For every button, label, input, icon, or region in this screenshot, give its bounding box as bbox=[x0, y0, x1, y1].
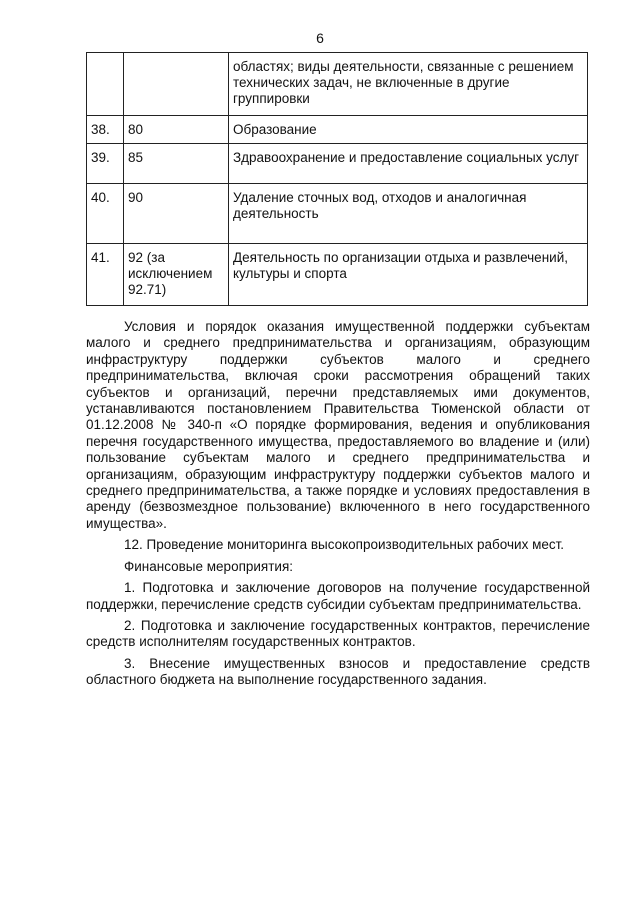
row-number-cell: 38. bbox=[87, 116, 124, 144]
financial-measure-3: 3. Внесение имущественных взносов и предоставление средств областного бюджета на выполнение государственного задания. bbox=[86, 655, 590, 688]
activity-name-cell: областях; виды деятельности, связанные с решением технических задач, не включенные в другие группировки bbox=[229, 53, 588, 116]
body-text bbox=[86, 319, 590, 689]
activity-code-cell bbox=[124, 53, 229, 116]
table-row bbox=[87, 184, 588, 244]
table-row bbox=[87, 53, 588, 116]
row-number-cell bbox=[87, 53, 124, 116]
activity-code-cell: 92 (за исключением 92.71) bbox=[124, 244, 229, 306]
property-support-paragraph: Условия и порядок оказания имущественной поддержки субъектам малого и среднего предпринимательства и организациям, образующим инфраструктуру поддержки субъектов малого и среднего предпринимательства, включая сроки рассмотрения обращений таких субъектов и организаций, перечни представляемых ими документов, устанавливаются постановлением Правительства Тюменской области от 01.12.2008 № 340-п «О порядке формирования, ведения и опубликования перечня государственного имущества, предоставляемого во владение и (или) пользование субъектам малого и среднего предпринимательства и организациям, образующим инфраструктуру поддержки субъектов малого и среднего предпринимательства, а также порядке и условиях предоставления в аренду (безвозмездное пользование) включенного в него государственного имущества». bbox=[86, 319, 590, 531]
financial-measure-2: 2. Подготовка и заключение государственных контрактов, перечисление средств исполнителям государственных контрактов. bbox=[86, 617, 590, 650]
table-row bbox=[87, 244, 588, 306]
activity-name-cell: Образование bbox=[229, 116, 588, 144]
activity-code-cell: 85 bbox=[124, 144, 229, 184]
activity-name-cell: Деятельность по организации отдыха и развлечений, культуры и спорта bbox=[229, 244, 588, 306]
activity-code-cell: 90 bbox=[124, 184, 229, 244]
row-number-cell: 39. bbox=[87, 144, 124, 184]
monitoring-paragraph: 12. Проведение мониторинга высокопроизводительных рабочих мест. bbox=[124, 537, 565, 553]
financial-measure-1: 1. Подготовка и заключение договоров на получение государственной поддержки, перечисление средств субсидии субъектам предпринимательства. bbox=[86, 580, 590, 612]
activity-name-cell: Здравоохранение и предоставление социальных услуг bbox=[229, 144, 588, 184]
table-row bbox=[87, 116, 588, 144]
activity-code-cell: 80 bbox=[124, 116, 229, 144]
row-number-cell: 40. bbox=[87, 184, 124, 244]
page-number: 6 bbox=[316, 30, 324, 46]
activities-table bbox=[86, 52, 588, 306]
financial-measures-heading: Финансовые мероприятия: bbox=[124, 558, 294, 574]
table-row bbox=[87, 144, 588, 184]
row-number-cell: 41. bbox=[87, 244, 124, 306]
activity-name-cell: Удаление сточных вод, отходов и аналогичная деятельность bbox=[229, 184, 588, 244]
